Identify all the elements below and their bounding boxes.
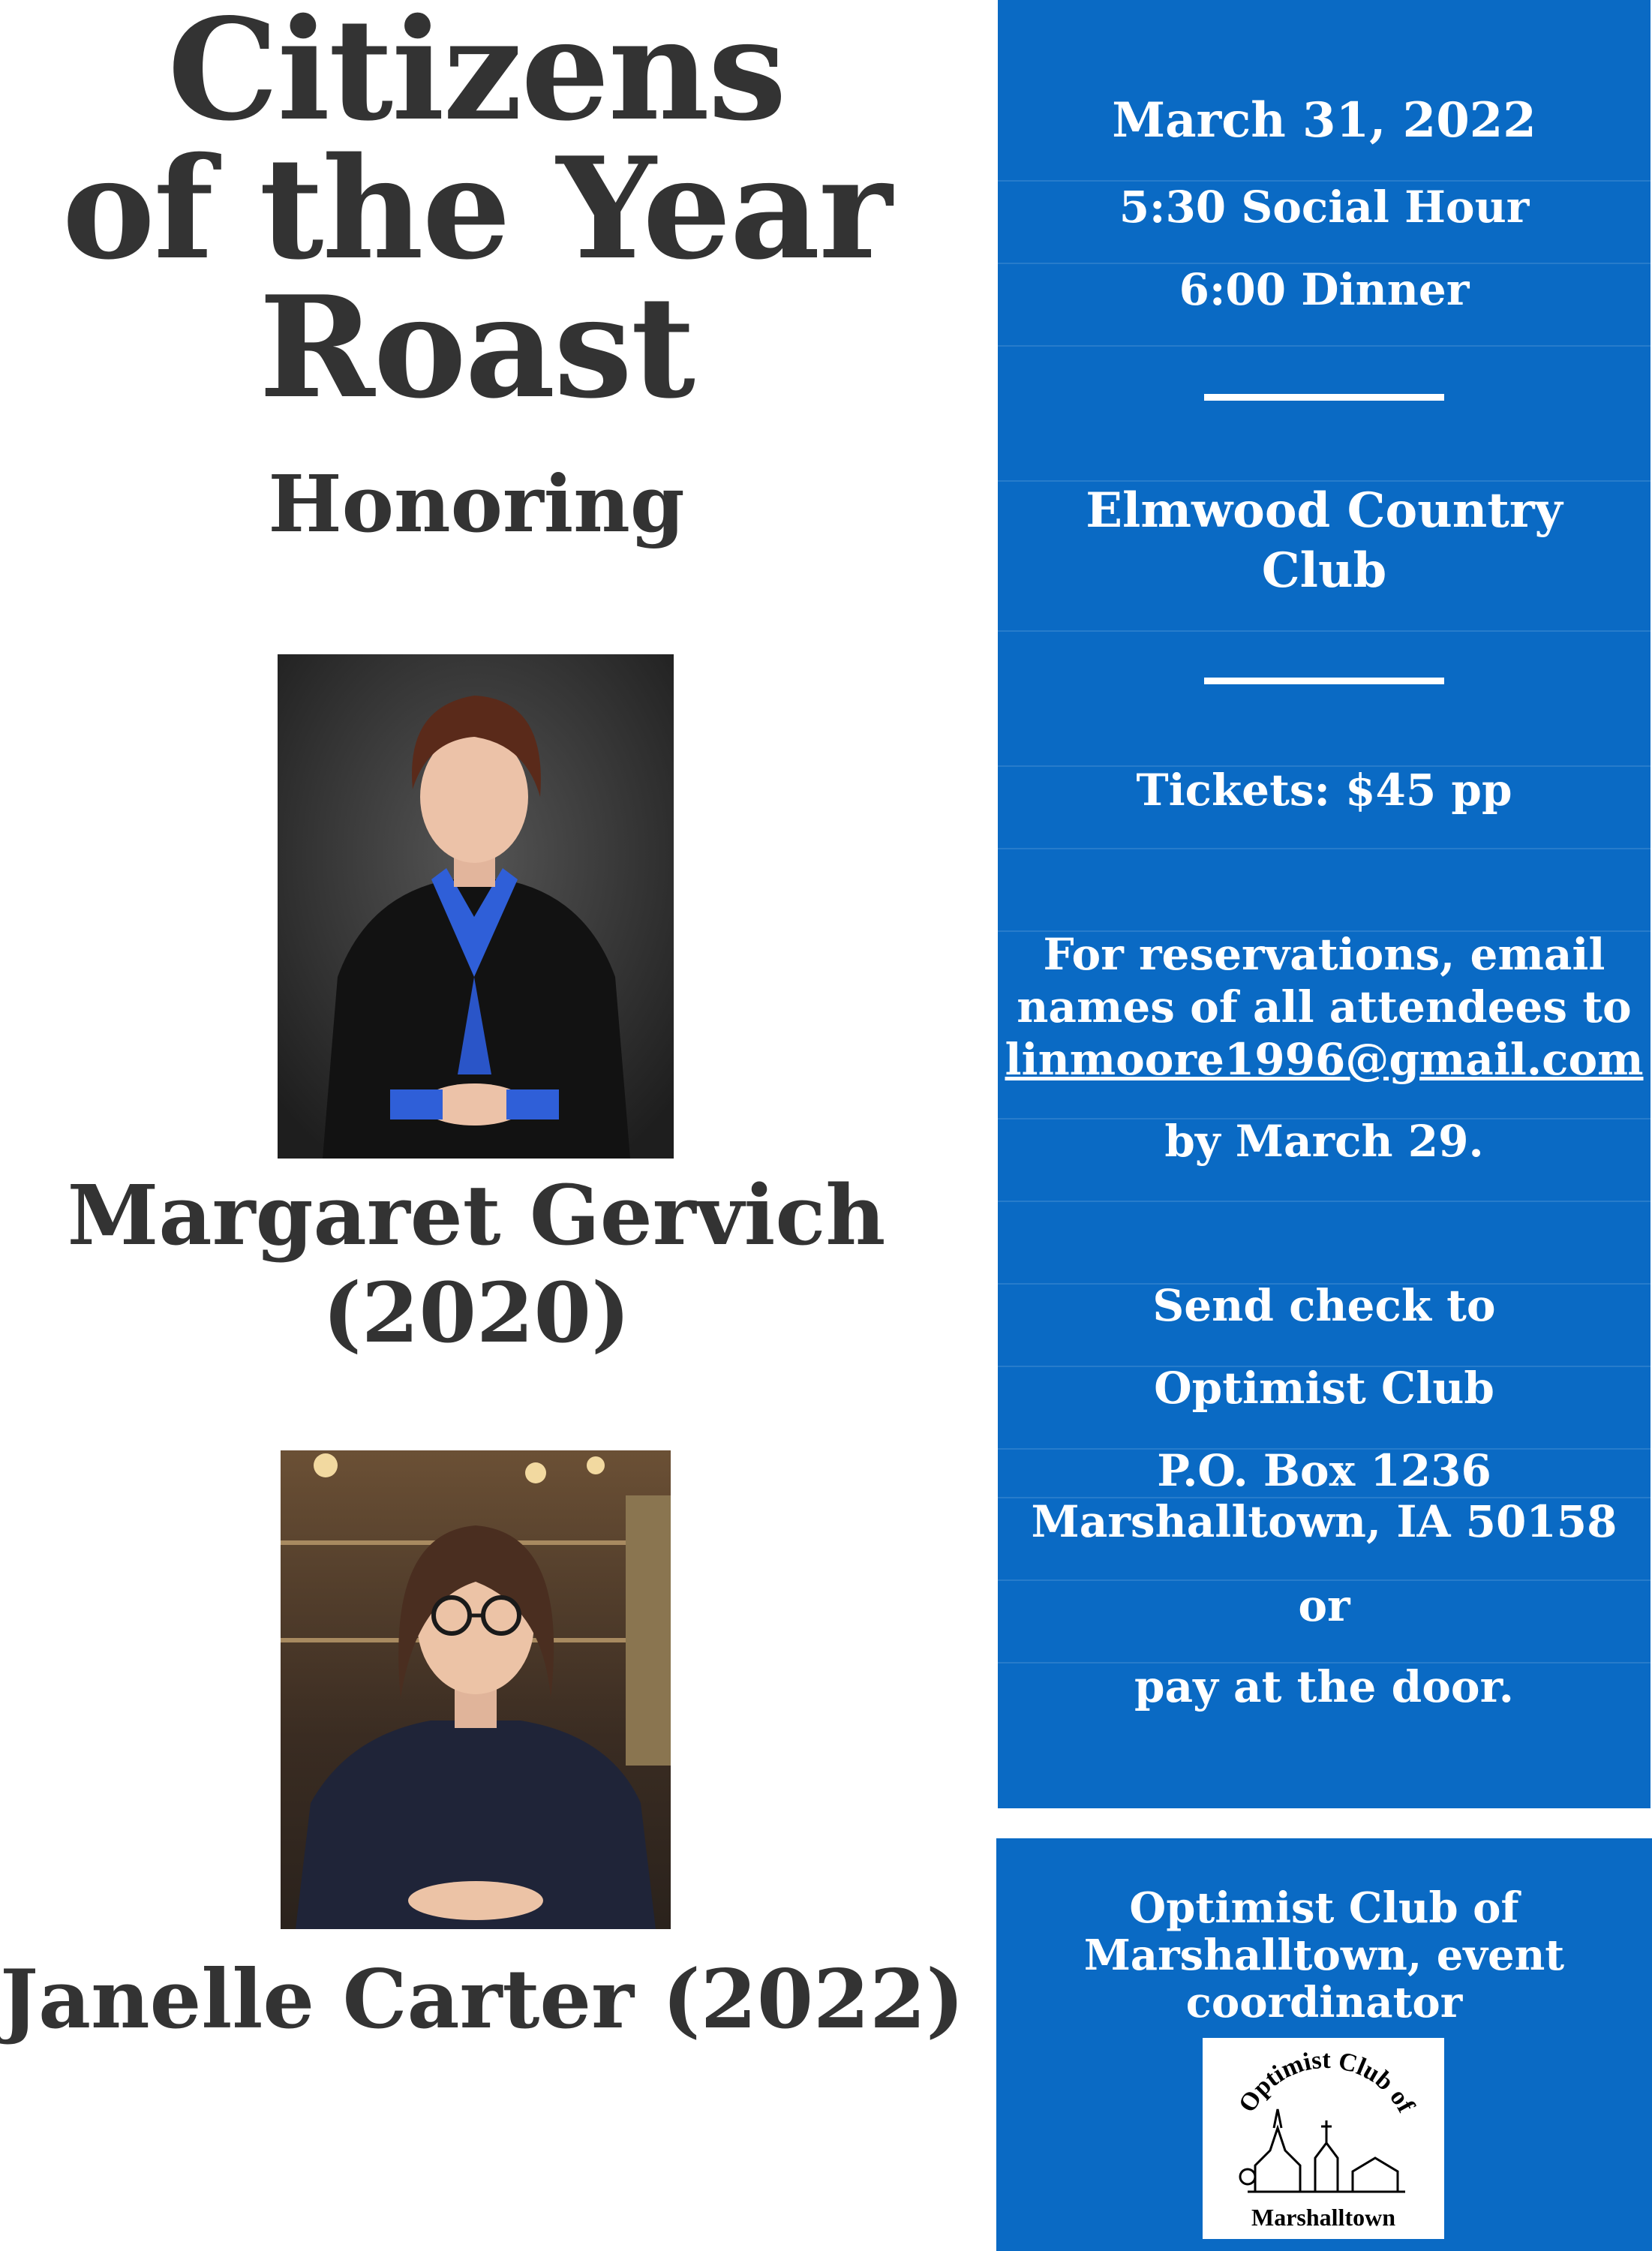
honoree-1-name: Margaret Gervich — [67, 1167, 886, 1264]
reservation-deadline: by March 29. — [1164, 1116, 1484, 1167]
honoree-name-1 — [0, 1167, 953, 1362]
svg-text:Optimist Club of — [1233, 2046, 1420, 2117]
title-line-2: of the Year — [62, 126, 891, 290]
social-hour: 5:30 Social Hour — [1119, 182, 1530, 233]
logo-bottom-text: Marshalltown — [1251, 2204, 1395, 2231]
dinner-time: 6:00 Dinner — [1179, 264, 1470, 315]
honoree-1-year: (2020) — [322, 1264, 631, 1361]
honoree-name-2 — [0, 1951, 965, 2048]
po-box: P.O. Box 1236 — [1157, 1445, 1491, 1496]
reservation-line-1: For reservations, email — [1043, 929, 1605, 980]
venue-line-2: Club — [1261, 542, 1387, 599]
city-state-zip: Marshalltown, IA 50158 — [1031, 1496, 1617, 1547]
divider — [1204, 394, 1444, 401]
honoree-photo-2 — [281, 1450, 671, 1929]
honoree-photo-1 — [278, 654, 674, 1159]
reservation-email-link[interactable]: linmoore1996@gmail.com — [1005, 1034, 1644, 1085]
coordinator-text — [996, 1885, 1652, 2027]
row-rule — [998, 345, 1650, 347]
send-check-label: Send check to — [1152, 1280, 1496, 1331]
event-details-panel — [998, 0, 1650, 1808]
honoring-heading: Honoring — [268, 458, 685, 550]
title-line-1: Citizens — [167, 0, 785, 152]
pay-at-door: pay at the door. — [1134, 1661, 1514, 1712]
payee-name: Optimist Club — [1154, 1363, 1494, 1414]
row-rule — [998, 630, 1650, 632]
logo-arc-text: Optimist Club of — [1233, 2045, 1420, 2117]
reservation-line-2: names of all attendees to — [1017, 981, 1632, 1032]
page-title — [0, 0, 953, 429]
optimist-club-logo — [1203, 2038, 1444, 2239]
coordinator-line-2: Marshalltown, event — [1083, 1931, 1565, 1980]
or-label: or — [1298, 1580, 1350, 1631]
coordinator-line-1: Optimist Club of — [1129, 1883, 1519, 1933]
row-rule — [998, 1201, 1650, 1202]
ticket-price: Tickets: $45 pp — [1136, 765, 1512, 816]
coordinator-line-3: coordinator — [1185, 1978, 1463, 2027]
divider — [1204, 678, 1444, 684]
row-rule — [998, 848, 1650, 849]
venue-line-1: Elmwood Country — [1086, 482, 1563, 539]
event-date: March 31, 2022 — [1112, 92, 1536, 149]
title-line-3: Roast — [259, 265, 694, 429]
honoree-2-name: Janelle Carter (2022) — [0, 1952, 965, 2047]
